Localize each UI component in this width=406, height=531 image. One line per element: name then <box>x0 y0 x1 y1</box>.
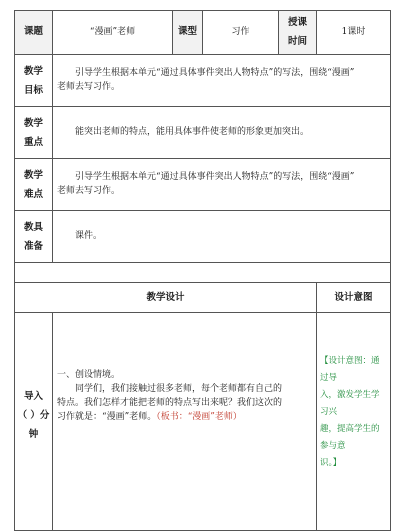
lead-in-blackboard-note: （板书：“漫画”老师） <box>156 411 242 422</box>
lead-in-line3-text: 习作就是：“漫画”老师。 <box>57 411 157 422</box>
materials-text <box>53 211 391 263</box>
goal-text-line1: 引导学生根据本单元“通过具体事件突出人物特点”的写法，围绕“漫画” <box>75 67 355 78</box>
course-label: 课题 <box>15 11 53 55</box>
intent-label: 设计意图 <box>317 283 391 313</box>
lead-in-line2: 特点。我们怎样才能把老师的特点写出来呢？我们这次的 <box>57 397 283 408</box>
goal-label-line2: 目标 <box>23 84 43 96</box>
materials-text-line1: 课件。 <box>75 230 103 241</box>
lead-in-line3 <box>57 411 312 425</box>
design-header-row <box>15 283 391 313</box>
lead-in-label-line2: （ ）分 <box>17 410 50 421</box>
type-value: 习作 <box>203 11 279 55</box>
materials-label-line2: 准备 <box>23 240 43 252</box>
lead-in-label-line1: 导入 <box>23 391 43 402</box>
difficulty-text-line2: 老师去写习作。 <box>57 185 121 196</box>
lesson-plan-page <box>14 10 390 522</box>
course-value: “漫画”老师 <box>53 11 173 55</box>
difficulty-row <box>15 159 391 211</box>
materials-row <box>15 211 391 263</box>
intent-line2: 入，激发学生学习兴 <box>320 390 380 417</box>
difficulty-label-line2: 难点 <box>23 188 43 200</box>
goal-row <box>15 55 391 107</box>
key-text-line1: 能突出老师的特点，能用具体事件使老师的形象更加突出。 <box>75 126 310 137</box>
spacer-row <box>15 263 391 283</box>
hours-label-line1: 授课 <box>287 17 307 29</box>
hours-label <box>279 11 317 55</box>
design-label: 教学设计 <box>15 283 317 313</box>
type-label: 课型 <box>173 11 203 55</box>
intent-line4: 识。】 <box>320 458 342 468</box>
lead-in-label <box>15 313 53 531</box>
lesson-plan-table <box>14 10 391 531</box>
lead-in-row <box>15 313 391 531</box>
lead-in-intent <box>317 313 391 531</box>
lead-in-label-line3: 钟 <box>28 429 39 440</box>
intent-line3: 趣，提高学生的参与意 <box>320 424 380 451</box>
goal-text <box>53 55 391 107</box>
difficulty-text-line1: 引导学生根据本单元“通过具体事件突出人物特点”的写法，围绕“漫画” <box>75 171 355 182</box>
lead-in-line1: 同学们，我们接触过很多老师，每个老师都有自己的 <box>75 383 283 394</box>
goal-label-line1: 教学 <box>23 65 43 77</box>
key-label <box>15 107 53 159</box>
goal-text-line2: 老师去写习作。 <box>57 81 121 92</box>
key-label-line2: 重点 <box>23 136 43 148</box>
lead-in-section-title: 一、创设情境。 <box>57 370 121 380</box>
difficulty-text <box>53 159 391 211</box>
lead-in-content <box>53 313 317 531</box>
key-row <box>15 107 391 159</box>
hours-label-line2: 时间 <box>287 35 307 47</box>
hours-value: 1课时 <box>317 11 391 55</box>
key-text <box>53 107 391 159</box>
header-row <box>15 11 391 55</box>
spacer-cell <box>15 263 391 283</box>
goal-label <box>15 55 53 107</box>
intent-line1: 【设计意图：通过导 <box>320 356 380 383</box>
materials-label <box>15 211 53 263</box>
difficulty-label-line1: 教学 <box>23 169 43 181</box>
difficulty-label <box>15 159 53 211</box>
key-label-line1: 教学 <box>23 117 43 129</box>
materials-label-line1: 教具 <box>23 221 43 233</box>
